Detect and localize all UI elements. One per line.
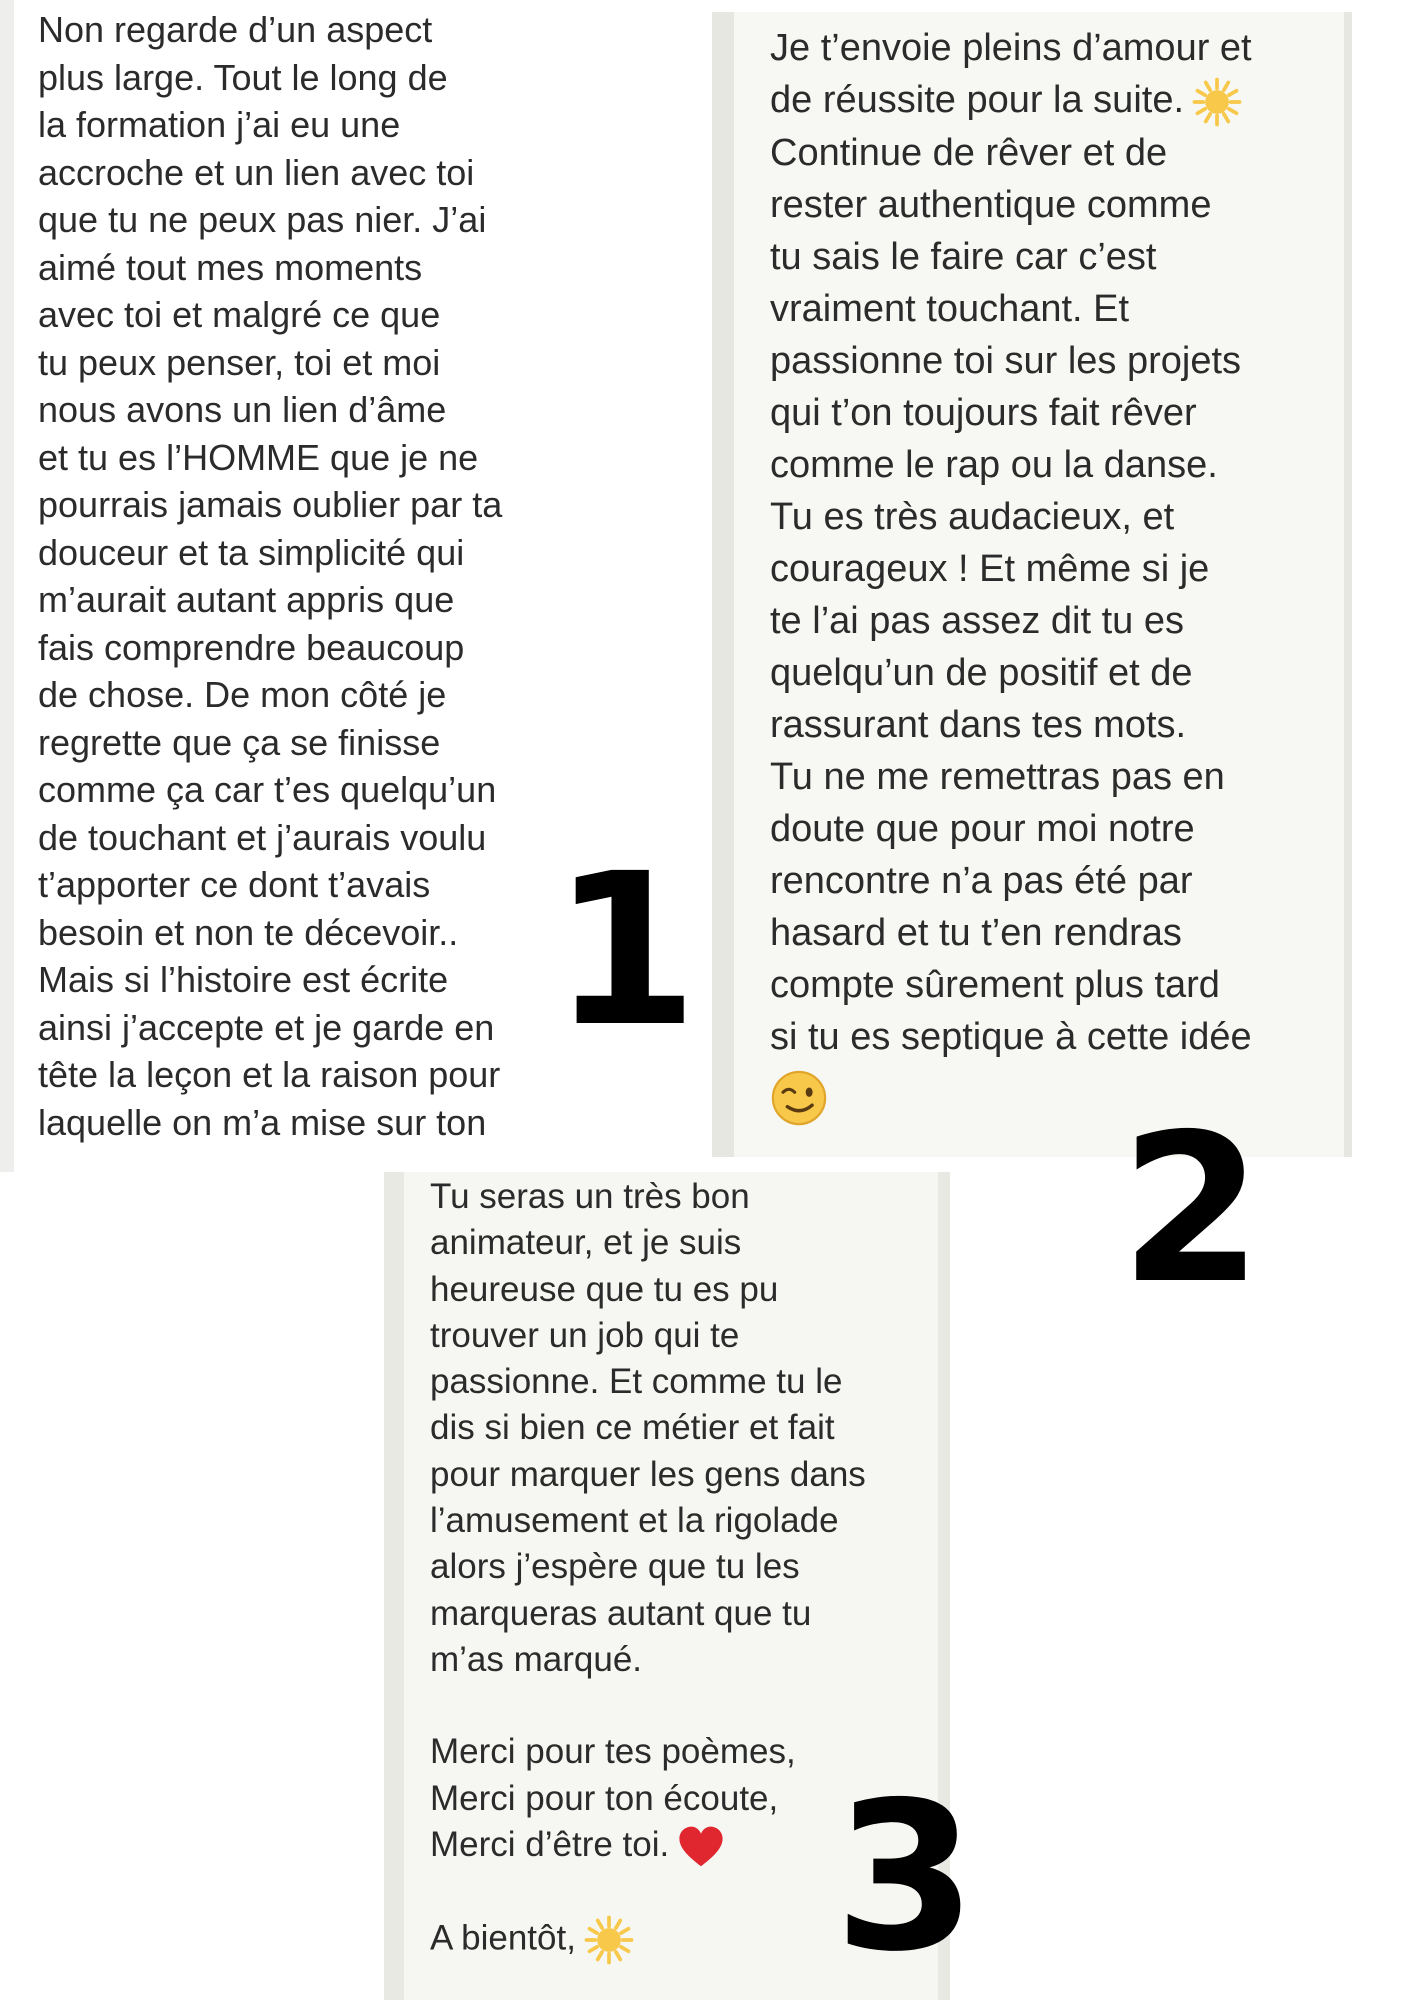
text-line-text: Tu ne me remettras pas en bbox=[770, 755, 1225, 798]
text-line bbox=[38, 6, 575, 54]
red-heart-emoji-icon bbox=[677, 1825, 725, 1869]
message-text-2 bbox=[770, 22, 1344, 1063]
text-line-text: laquelle on m’a mise sur ton bbox=[38, 1101, 487, 1143]
text-line bbox=[38, 339, 575, 387]
text-line-text: rester authentique comme bbox=[770, 183, 1212, 226]
text-line bbox=[770, 231, 1344, 283]
message-text-3 bbox=[430, 1174, 938, 1683]
text-line bbox=[38, 909, 575, 957]
text-line-text: la formation j’ai eu une bbox=[38, 104, 401, 145]
text-line-text: nous avons un lien d’âme bbox=[38, 389, 447, 430]
text-line-text: compte sûrement plus tard bbox=[770, 963, 1220, 1006]
text-line bbox=[770, 491, 1344, 543]
closing-text: A bientôt, bbox=[430, 1917, 576, 1957]
text-line bbox=[770, 335, 1344, 387]
text-line bbox=[38, 1099, 575, 1147]
text-line bbox=[38, 766, 575, 814]
text-line bbox=[38, 1051, 575, 1099]
text-line bbox=[770, 699, 1344, 751]
text-line-text: de réussite pour la suite. bbox=[770, 79, 1185, 121]
text-line bbox=[38, 624, 575, 672]
text-line-text: heureuse que tu es pu bbox=[430, 1269, 779, 1309]
text-line-text: tête la leçon et la raison pour bbox=[38, 1054, 501, 1095]
text-line-text: animateur, et je suis bbox=[430, 1223, 742, 1263]
panel-number-1: 1 bbox=[552, 828, 699, 1073]
text-line-text: et tu es l’HOMME que je ne bbox=[38, 436, 479, 478]
text-line-text: fais comprendre beaucoup bbox=[38, 626, 465, 668]
text-line-text: qui t’on toujours fait rêver bbox=[770, 391, 1197, 434]
text-line bbox=[770, 22, 1344, 74]
text-line bbox=[430, 1359, 938, 1405]
text-line bbox=[430, 1591, 938, 1637]
cut-off-text-line bbox=[38, 1152, 575, 1164]
text-line-text: besoin et non te décevoir.. bbox=[38, 911, 459, 953]
text-line bbox=[38, 1004, 575, 1052]
text-line bbox=[770, 179, 1344, 231]
text-line-text: tu peux penser, toi et moi bbox=[38, 341, 441, 383]
paragraph-gap bbox=[430, 1683, 938, 1729]
text-line-text: plus large. Tout le long de bbox=[38, 56, 448, 98]
text-line-text: passionne toi sur les projets bbox=[770, 339, 1242, 382]
text-line bbox=[770, 543, 1344, 595]
text-line-text: dis si bien ce métier et fait bbox=[430, 1408, 835, 1448]
text-line bbox=[430, 1498, 938, 1544]
text-line bbox=[38, 956, 575, 1004]
text-line-text: ainsi j’accepte et je garde en bbox=[38, 1006, 495, 1048]
text-line-text: Continue de rêver et de bbox=[770, 131, 1168, 174]
text-line bbox=[38, 386, 575, 434]
panel-number-2: 2 bbox=[1120, 1091, 1263, 1329]
text-line bbox=[38, 719, 575, 767]
text-line bbox=[430, 1174, 938, 1220]
text-line bbox=[770, 959, 1344, 1011]
text-line-text: m’aurait autant appris que bbox=[38, 579, 455, 620]
text-line bbox=[38, 101, 575, 149]
text-line-text: alors j’espère que tu les bbox=[430, 1547, 800, 1587]
text-line bbox=[430, 1267, 938, 1313]
message-bubble-2 bbox=[712, 12, 1352, 1157]
text-line-text: avec toi et malgré ce que bbox=[38, 294, 441, 335]
text-line bbox=[38, 149, 575, 197]
text-line-text: si tu es septique à cette idée bbox=[770, 1015, 1252, 1058]
text-line-text: courageux ! Et même si je bbox=[770, 547, 1210, 590]
text-line-text: quelqu’un de positif et de bbox=[770, 651, 1193, 694]
text-line-text: Je t’envoie pleins d’amour et bbox=[770, 27, 1252, 69]
text-line-text: rencontre n’a pas été par bbox=[770, 859, 1193, 902]
text-line-text: comme ça car t’es quelqu’un bbox=[38, 769, 497, 810]
text-line bbox=[38, 434, 575, 482]
text-line-text: Non regarde d’un aspect bbox=[38, 9, 433, 50]
text-line bbox=[430, 1452, 938, 1498]
text-line bbox=[38, 196, 575, 244]
text-line bbox=[430, 1405, 938, 1451]
text-line bbox=[38, 244, 575, 292]
text-line bbox=[770, 803, 1344, 855]
message-bubble-1 bbox=[0, 0, 575, 1172]
text-line bbox=[770, 647, 1344, 699]
text-line-text: comme le rap ou la danse. bbox=[770, 443, 1218, 486]
text-line bbox=[770, 595, 1344, 647]
text-line-text: t’apporter ce dont t’avais bbox=[38, 864, 431, 905]
text-line-text: doute que pour moi notre bbox=[770, 807, 1195, 850]
text-line-text: hasard et tu t’en rendras bbox=[770, 911, 1182, 954]
sun-emoji-icon bbox=[584, 1915, 634, 1965]
text-line-text: passionne. Et comme tu le bbox=[430, 1362, 843, 1402]
text-line bbox=[38, 671, 575, 719]
text-line-text: rassurant dans tes mots. bbox=[770, 703, 1187, 746]
text-line bbox=[38, 291, 575, 339]
text-line bbox=[770, 751, 1344, 803]
text-line bbox=[430, 1313, 938, 1359]
text-line-text: douceur et ta simplicité qui bbox=[38, 531, 465, 573]
text-line bbox=[38, 861, 575, 909]
text-line bbox=[38, 54, 575, 102]
text-line bbox=[38, 481, 575, 529]
text-line bbox=[770, 74, 1344, 127]
text-line-text: de chose. De mon côté je bbox=[38, 674, 447, 715]
text-line-text: Tu es très audacieux, et bbox=[770, 495, 1175, 538]
text-line-text: de touchant et j’aurais voulu bbox=[38, 816, 487, 858]
panel-number-3: 3 bbox=[834, 1759, 977, 1997]
text-line bbox=[770, 855, 1344, 907]
text-line bbox=[770, 1011, 1344, 1063]
text-line bbox=[770, 907, 1344, 959]
text-line bbox=[38, 814, 575, 862]
text-line bbox=[770, 439, 1344, 491]
text-line-text: m’as marqué. bbox=[430, 1639, 643, 1679]
text-line bbox=[430, 1544, 938, 1590]
message-text-1 bbox=[38, 6, 575, 1146]
text-line-text: trouver un job qui te bbox=[430, 1315, 740, 1355]
text-line bbox=[770, 127, 1344, 179]
text-line-text: que tu ne peux pas nier. J’ai bbox=[38, 199, 487, 240]
text-line bbox=[770, 283, 1344, 335]
text-line bbox=[38, 576, 575, 624]
sun-emoji-icon bbox=[1192, 77, 1242, 127]
text-line bbox=[770, 387, 1344, 439]
text-line bbox=[430, 1637, 938, 1683]
winking-face-emoji-icon bbox=[770, 1069, 828, 1127]
text-line bbox=[430, 1220, 938, 1266]
text-line-text: vraiment touchant. Et bbox=[770, 287, 1130, 330]
text-line-text: l’amusement et la rigolade bbox=[430, 1501, 839, 1541]
text-line-text: regrette que ça se finisse bbox=[38, 721, 441, 763]
thanks-line-text: Merci pour ton écoute, bbox=[430, 1778, 779, 1818]
text-line-text: aimé tout mes moments bbox=[38, 246, 423, 288]
text-line-text: tu sais le faire car c’est bbox=[770, 235, 1157, 278]
text-line-text: pour marquer les gens dans bbox=[430, 1454, 866, 1494]
thanks-line-text: Merci pour tes poèmes, bbox=[430, 1732, 796, 1772]
text-line-text: accroche et un lien avec toi bbox=[38, 151, 475, 193]
text-line-text: Tu seras un très bon bbox=[430, 1177, 750, 1216]
text-line-text: te l’ai pas assez dit tu es bbox=[770, 599, 1184, 642]
text-line-text: Mais si l’histoire est écrite bbox=[38, 959, 449, 1000]
thanks-line-text: Merci d’être toi. bbox=[430, 1824, 670, 1864]
text-line-text: marqueras autant que tu bbox=[430, 1593, 812, 1633]
text-line bbox=[38, 529, 575, 577]
text-line-text: pourrais jamais oublier par ta bbox=[38, 484, 503, 525]
